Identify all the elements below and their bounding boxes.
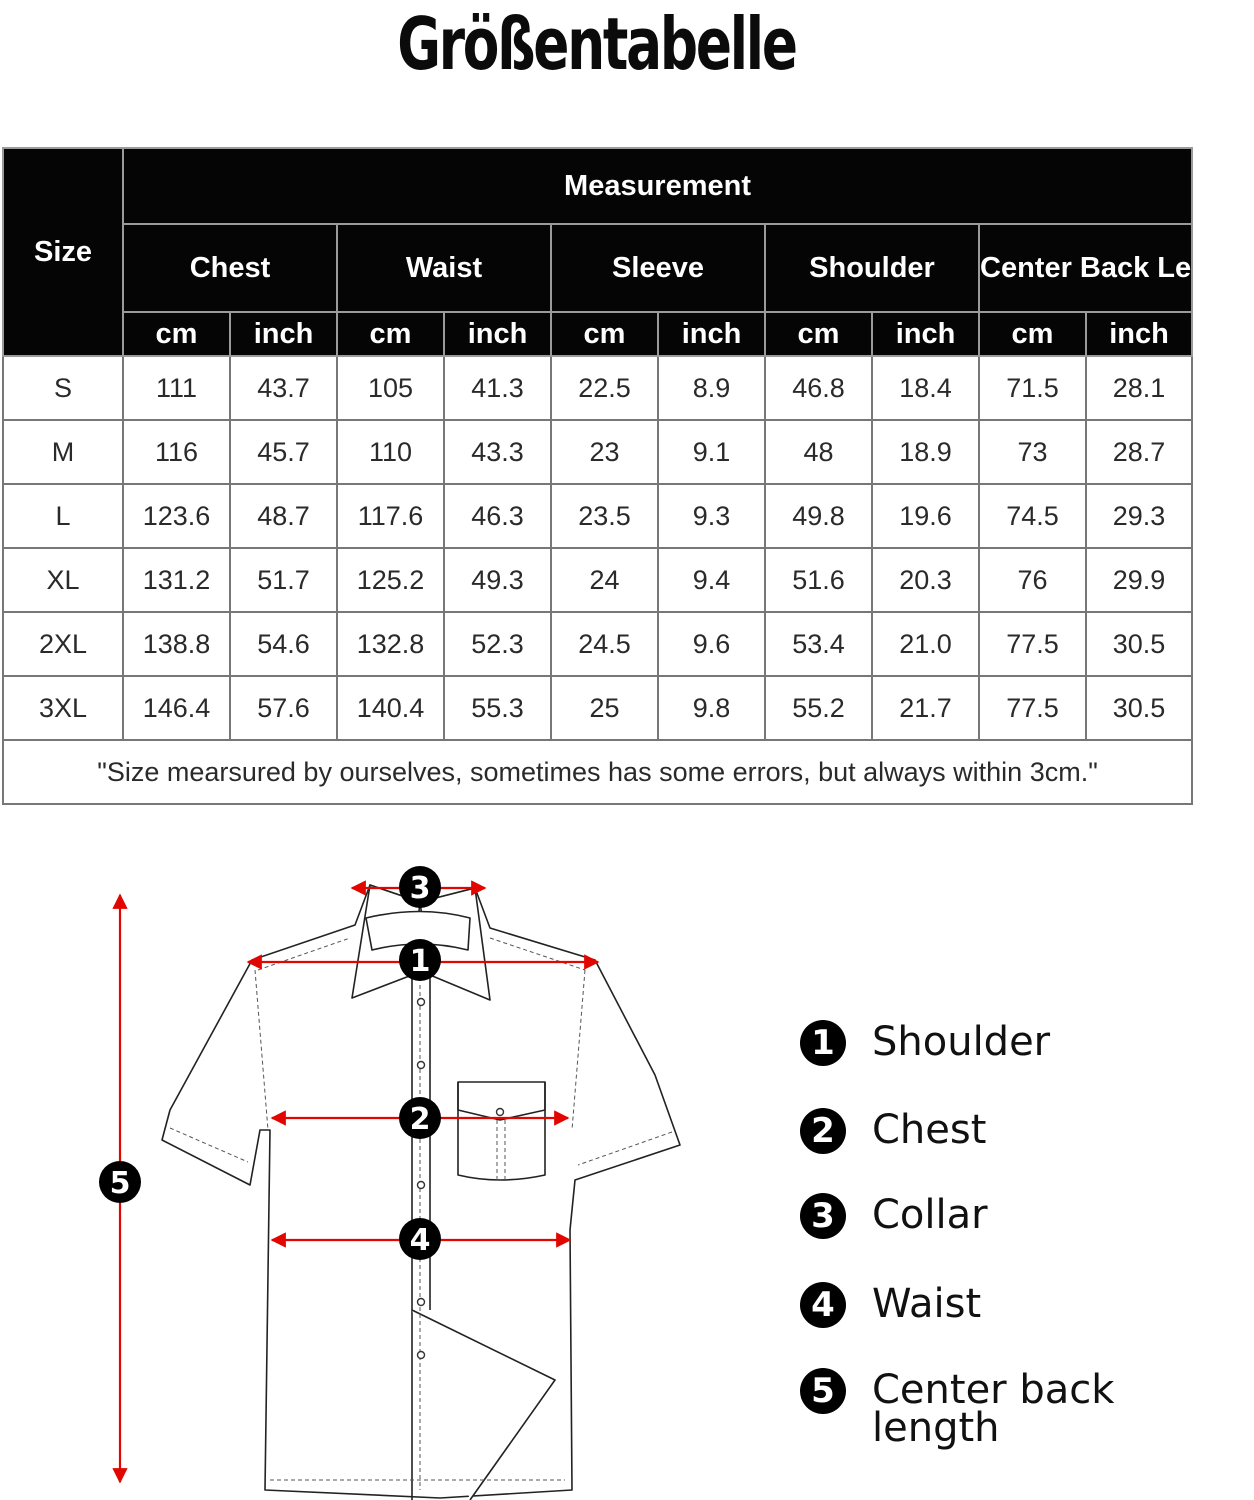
value-cell: 28.7 <box>1086 420 1192 484</box>
value-cell: 23.5 <box>551 484 658 548</box>
unit-header: inch <box>444 312 551 356</box>
value-cell: 53.4 <box>765 612 872 676</box>
value-cell: 29.3 <box>1086 484 1192 548</box>
value-cell: 29.9 <box>1086 548 1192 612</box>
value-cell: 74.5 <box>979 484 1086 548</box>
size-cell: 2XL <box>3 612 123 676</box>
value-cell: 48 <box>765 420 872 484</box>
part-header: Waist <box>337 224 551 312</box>
measurement-note: "Size mearsured by ourselves, sometimes has some errors, but always within 3cm." <box>3 740 1192 804</box>
table-row <box>3 548 1192 612</box>
legend-number-badge: 5 <box>800 1368 846 1414</box>
shoulder-marker <box>399 939 441 981</box>
part-header: Center Back Length <box>979 224 1192 312</box>
value-cell: 43.3 <box>444 420 551 484</box>
value-cell: 51.7 <box>230 548 337 612</box>
value-cell: 46.3 <box>444 484 551 548</box>
value-cell: 123.6 <box>123 484 230 548</box>
table-row <box>3 484 1192 548</box>
legend-item <box>800 1108 1152 1154</box>
value-cell: 57.6 <box>230 676 337 740</box>
table-row <box>3 420 1192 484</box>
value-cell: 125.2 <box>337 548 444 612</box>
length-marker <box>99 1161 141 1203</box>
value-cell: 24.5 <box>551 612 658 676</box>
value-cell: 48.7 <box>230 484 337 548</box>
value-cell: 117.6 <box>337 484 444 548</box>
waist-marker <box>399 1218 441 1260</box>
legend-label: Waist <box>872 1281 982 1327</box>
value-cell: 146.4 <box>123 676 230 740</box>
measurement-legend <box>800 1020 1180 1470</box>
value-cell: 45.7 <box>230 420 337 484</box>
legend-number-badge: 4 <box>800 1282 846 1328</box>
size-cell: 3XL <box>3 676 123 740</box>
size-cell: S <box>3 356 123 420</box>
unit-header: inch <box>872 312 979 356</box>
value-cell: 55.2 <box>765 676 872 740</box>
value-cell: 23 <box>551 420 658 484</box>
value-cell: 77.5 <box>979 676 1086 740</box>
value-cell: 54.6 <box>230 612 337 676</box>
value-cell: 9.6 <box>658 612 765 676</box>
value-cell: 132.8 <box>337 612 444 676</box>
value-cell: 28.1 <box>1086 356 1192 420</box>
unit-header: inch <box>1086 312 1192 356</box>
legend-number-badge: 2 <box>800 1108 846 1154</box>
unit-header: cm <box>765 312 872 356</box>
value-cell: 19.6 <box>872 484 979 548</box>
value-cell: 9.3 <box>658 484 765 548</box>
legend-label: Shoulder <box>872 1019 1051 1065</box>
value-cell: 8.9 <box>658 356 765 420</box>
legend-item <box>800 1020 1152 1066</box>
legend-item <box>800 1282 1152 1328</box>
unit-header: cm <box>123 312 230 356</box>
svg-text:3: 3 <box>409 871 431 906</box>
value-cell: 77.5 <box>979 612 1086 676</box>
value-cell: 21.7 <box>872 676 979 740</box>
value-cell: 9.1 <box>658 420 765 484</box>
legend-number-badge: 1 <box>800 1020 846 1066</box>
legend-label: Chest <box>872 1107 987 1153</box>
svg-text:2: 2 <box>409 1102 431 1137</box>
unit-header: inch <box>658 312 765 356</box>
size-chart-table <box>2 147 1254 805</box>
value-cell: 52.3 <box>444 612 551 676</box>
value-cell: 18.9 <box>872 420 979 484</box>
size-cell: XL <box>3 548 123 612</box>
value-cell: 43.7 <box>230 356 337 420</box>
unit-header-row <box>3 312 1192 356</box>
value-cell: 49.3 <box>444 548 551 612</box>
value-cell: 9.4 <box>658 548 765 612</box>
value-cell: 21.0 <box>872 612 979 676</box>
svg-text:5: 5 <box>109 1166 131 1201</box>
value-cell: 18.4 <box>872 356 979 420</box>
legend-item <box>800 1193 1152 1239</box>
part-header: Chest <box>123 224 337 312</box>
part-header: Shoulder <box>765 224 979 312</box>
legend-item <box>800 1367 1152 1451</box>
value-cell: 116 <box>123 420 230 484</box>
unit-header: cm <box>337 312 444 356</box>
value-cell: 140.4 <box>337 676 444 740</box>
value-cell: 9.8 <box>658 676 765 740</box>
part-header: Sleeve <box>551 224 765 312</box>
value-cell: 55.3 <box>444 676 551 740</box>
svg-text:4: 4 <box>409 1223 431 1258</box>
svg-text:1: 1 <box>409 944 431 979</box>
unit-header: cm <box>979 312 1086 356</box>
value-cell: 41.3 <box>444 356 551 420</box>
legend-number-badge: 3 <box>800 1193 846 1239</box>
value-cell: 49.8 <box>765 484 872 548</box>
size-column-header: Size <box>3 148 123 356</box>
page-title: Größentabelle <box>397 2 796 86</box>
body-part-header-row <box>3 224 1192 312</box>
value-cell: 51.6 <box>765 548 872 612</box>
size-cell: L <box>3 484 123 548</box>
value-cell: 24 <box>551 548 658 612</box>
value-cell: 30.5 <box>1086 676 1192 740</box>
value-cell: 46.8 <box>765 356 872 420</box>
value-cell: 111 <box>123 356 230 420</box>
collar-marker <box>399 866 441 908</box>
value-cell: 71.5 <box>979 356 1086 420</box>
value-cell: 22.5 <box>551 356 658 420</box>
measurement-header: Measurement <box>123 148 1192 224</box>
legend-label: Center back length <box>872 1367 1115 1451</box>
value-cell: 20.3 <box>872 548 979 612</box>
unit-header: cm <box>551 312 658 356</box>
value-cell: 25 <box>551 676 658 740</box>
value-cell: 105 <box>337 356 444 420</box>
value-cell: 76 <box>979 548 1086 612</box>
value-cell: 138.8 <box>123 612 230 676</box>
chest-marker <box>399 1097 441 1139</box>
table-row <box>3 676 1192 740</box>
size-rows <box>3 356 1192 740</box>
value-cell: 131.2 <box>123 548 230 612</box>
table-row <box>3 356 1192 420</box>
table-row <box>3 612 1192 676</box>
size-cell: M <box>3 420 123 484</box>
value-cell: 110 <box>337 420 444 484</box>
legend-label: Collar <box>872 1192 988 1238</box>
value-cell: 30.5 <box>1086 612 1192 676</box>
unit-header: inch <box>230 312 337 356</box>
value-cell: 73 <box>979 420 1086 484</box>
